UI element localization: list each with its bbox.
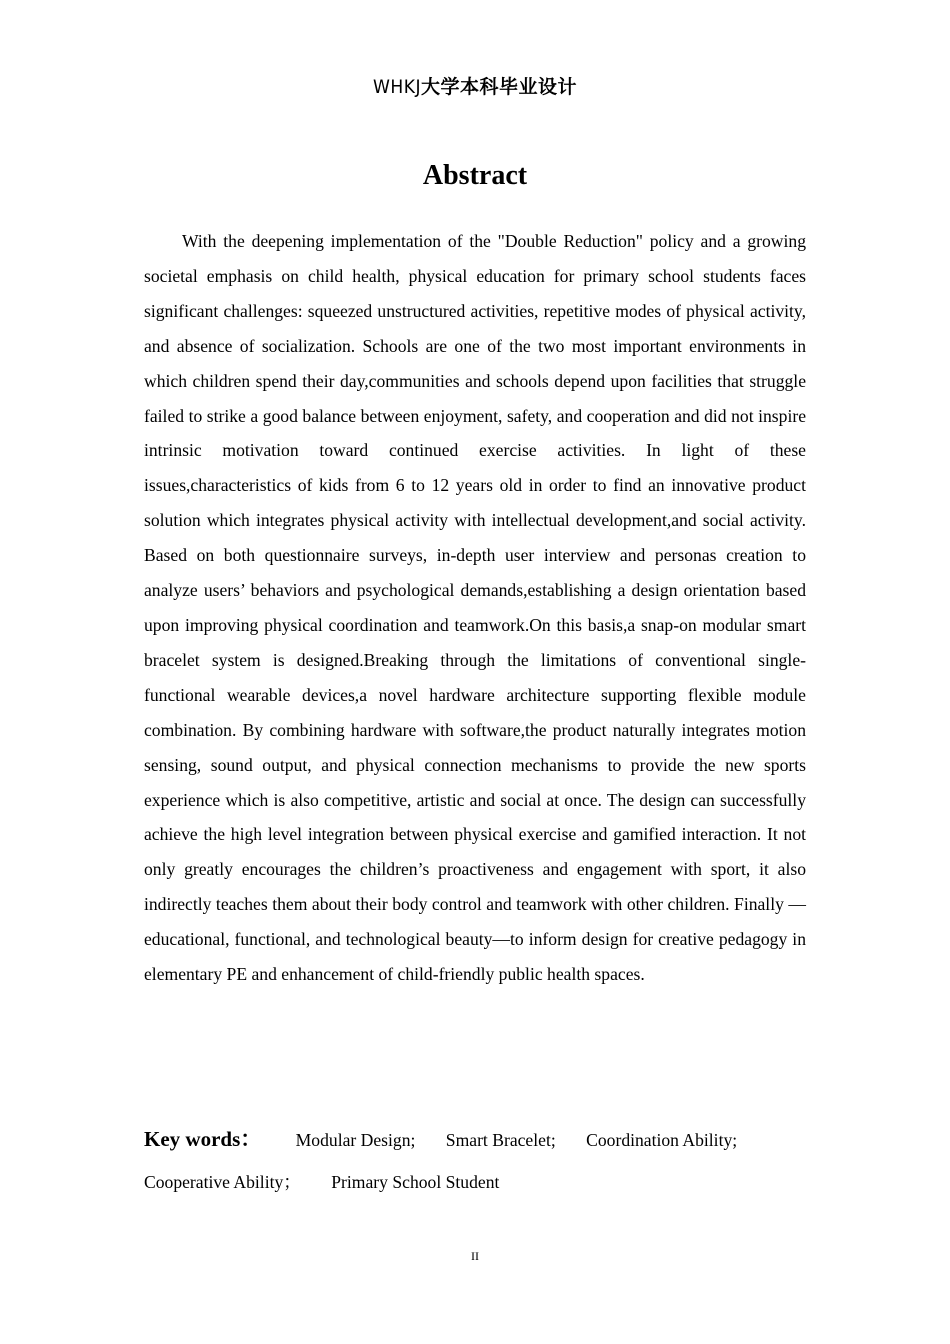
- keywords-section: [144, 1118, 806, 1203]
- abstract-title: Abstract: [422, 160, 528, 191]
- keyword-item: Cooperative Ability；: [144, 1172, 301, 1192]
- keyword-item: Coordination Ability;: [586, 1130, 738, 1150]
- keywords-label: Key words：: [144, 1127, 262, 1151]
- keyword-item: Smart Bracelet;: [445, 1130, 556, 1150]
- abstract-body: With the deepening implementation of the "Double Reduction" policy and a growing societal emphasis on child health, physical education for primary school students faces significant challenges: squeezed unstructured activities, repetitive modes of physical activity, and absence of socialization. Schools are one of the two most important environments in which children spend their day,communities and schools depend upon facilities that struggle failed to strike a good balance between enjoyment, safety, and cooperation and did not inspire intrinsic motivation toward continued exercise activities. In light of these issues,characteristics of kids from 6 to 12 years old in order to find an innovative product solution which integrates physical activity with intellectual development,and social activity. Based on both questionnaire surveys, in-depth user interview and personas creation to analyze users’ behaviors and psychological demands,establishing a design orientation based upon improving physical coordination and teamwork.On this basis,a snap-on modular smart bracelet system is designed.Breaking through the limitations of conventional single-functional wearable devices,a novel hardware architecture supporting flexible module combination. By combining hardware with software,the product naturally integrates motion sensing, sound output, and physical connection mechanisms to provide the new sports experience which is also competitive, artistic and social at once. The design can successfully achieve the high level integration between physical exercise and gamified interaction. It not only greatly encourages the children’s proactiveness and engagement with sport, it also indirectly teaches them about their body control and teamwork with other children. Finally — educational, functional, and technological beauty—to inform design for creative pedagogy in elementary PE and enhancement of child-friendly public health spaces.: [144, 231, 806, 985]
- keyword-item: Primary School Student: [331, 1172, 500, 1192]
- header-thesis-label: 大学本科毕业设计: [421, 76, 578, 98]
- keyword-item: Modular Design;: [295, 1130, 416, 1150]
- page-number: II: [471, 1249, 479, 1263]
- page-header: [0, 74, 950, 101]
- header-university-code: WHKJ: [372, 76, 421, 98]
